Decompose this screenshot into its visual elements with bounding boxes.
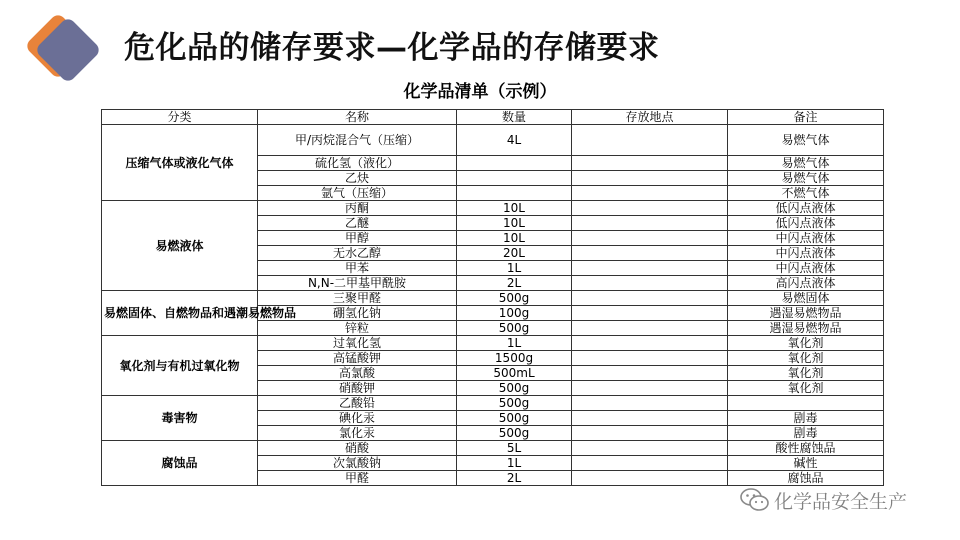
quantity <box>457 171 572 186</box>
table-row <box>102 396 884 411</box>
note: 易燃气体 <box>728 171 884 186</box>
chemical-name: 高锰酸钾 <box>258 351 457 366</box>
quantity: 500g <box>457 411 572 426</box>
location <box>572 441 728 456</box>
chemical-name: 硫化氢（液化） <box>258 156 457 171</box>
chemical-name: 甲苯 <box>258 261 457 276</box>
location <box>572 216 728 231</box>
note: 氧化剂 <box>728 336 884 351</box>
location <box>572 125 728 156</box>
location <box>572 246 728 261</box>
header-quantity: 数量 <box>457 110 572 125</box>
chemical-name: 氩气（压缩） <box>258 186 457 201</box>
note: 中闪点液体 <box>728 261 884 276</box>
note: 低闪点液体 <box>728 216 884 231</box>
category-cell: 易燃固体、自燃物品和遇潮易燃物品 <box>102 291 258 336</box>
table-row <box>102 201 884 216</box>
location <box>572 411 728 426</box>
quantity: 10L <box>457 216 572 231</box>
quantity: 20L <box>457 246 572 261</box>
note: 氧化剂 <box>728 381 884 396</box>
chemical-name: 硝酸钾 <box>258 381 457 396</box>
chemical-name: 高氯酸 <box>258 366 457 381</box>
note: 易燃气体 <box>728 125 884 156</box>
quantity: 10L <box>457 201 572 216</box>
note: 易燃固体 <box>728 291 884 306</box>
header-note: 备注 <box>728 110 884 125</box>
category-cell: 腐蚀品 <box>102 441 258 486</box>
table-row <box>102 336 884 351</box>
note: 高闪点液体 <box>728 276 884 291</box>
location <box>572 156 728 171</box>
category-cell: 氧化剂与有机过氧化物 <box>102 336 258 396</box>
chemical-name: 无水乙醇 <box>258 246 457 261</box>
category-cell: 易燃液体 <box>102 201 258 291</box>
location <box>572 381 728 396</box>
chemical-name: 过氧化氢 <box>258 336 457 351</box>
location <box>572 456 728 471</box>
location <box>572 336 728 351</box>
location <box>572 261 728 276</box>
chemical-name: 氯化汞 <box>258 426 457 441</box>
note: 氧化剂 <box>728 351 884 366</box>
quantity: 500g <box>457 396 572 411</box>
note: 遇湿易燃物品 <box>728 321 884 336</box>
quantity <box>457 156 572 171</box>
chemical-name: 甲/丙烷混合气（压缩） <box>258 125 457 156</box>
location <box>572 471 728 486</box>
chemical-name: 硝酸 <box>258 441 457 456</box>
chemical-name: 次氯酸钠 <box>258 456 457 471</box>
quantity: 2L <box>457 471 572 486</box>
note: 酸性腐蚀品 <box>728 441 884 456</box>
quantity <box>457 186 572 201</box>
chemical-name: 乙炔 <box>258 171 457 186</box>
header-location: 存放地点 <box>572 110 728 125</box>
note <box>728 396 884 411</box>
wechat-icon <box>740 487 770 513</box>
quantity: 500g <box>457 426 572 441</box>
chemical-name: 丙酮 <box>258 201 457 216</box>
location <box>572 366 728 381</box>
chemical-name: 碘化汞 <box>258 411 457 426</box>
quantity: 500g <box>457 381 572 396</box>
quantity: 100g <box>457 306 572 321</box>
note: 氧化剂 <box>728 366 884 381</box>
quantity: 5L <box>457 441 572 456</box>
quantity: 1500g <box>457 351 572 366</box>
note: 低闪点液体 <box>728 201 884 216</box>
note: 易燃气体 <box>728 156 884 171</box>
watermark <box>740 486 940 514</box>
location <box>572 396 728 411</box>
watermark-text: 化学品安全生产 <box>774 490 908 513</box>
quantity: 1L <box>457 336 572 351</box>
location <box>572 306 728 321</box>
table-row <box>102 441 884 456</box>
table-caption: 化学品清单（示例） <box>403 82 557 102</box>
chemical-inventory-table <box>101 109 884 486</box>
location <box>572 231 728 246</box>
category-cell: 毒害物 <box>102 396 258 441</box>
quantity: 500mL <box>457 366 572 381</box>
chemical-name: 乙醚 <box>258 216 457 231</box>
chemical-name: 甲醇 <box>258 231 457 246</box>
location <box>572 351 728 366</box>
quantity: 1L <box>457 456 572 471</box>
table-row <box>102 291 884 306</box>
quantity: 4L <box>457 125 572 156</box>
quantity: 10L <box>457 231 572 246</box>
note: 剧毒 <box>728 411 884 426</box>
location <box>572 276 728 291</box>
quantity: 500g <box>457 321 572 336</box>
note: 不燃气体 <box>728 186 884 201</box>
table-header-row <box>102 110 884 125</box>
note: 剧毒 <box>728 426 884 441</box>
quantity: 2L <box>457 276 572 291</box>
note: 腐蚀品 <box>728 471 884 486</box>
note: 碱性 <box>728 456 884 471</box>
category-cell: 压缩气体或液化气体 <box>102 125 258 201</box>
note: 遇湿易燃物品 <box>728 306 884 321</box>
chemical-name: N,N-二甲基甲酰胺 <box>258 276 457 291</box>
location <box>572 186 728 201</box>
chemical-name: 乙酸铅 <box>258 396 457 411</box>
chemical-name: 三聚甲醛 <box>258 291 457 306</box>
page-title: 危化品的储存要求—化学品的存储要求 <box>124 30 660 66</box>
note: 中闪点液体 <box>728 246 884 261</box>
location <box>572 291 728 306</box>
quantity: 1L <box>457 261 572 276</box>
header-name: 名称 <box>258 110 457 125</box>
chemical-name: 甲醛 <box>258 471 457 486</box>
chemical-name: 硼氢化钠 <box>258 306 457 321</box>
table-row <box>102 125 884 156</box>
header-category: 分类 <box>102 110 258 125</box>
note: 中闪点液体 <box>728 231 884 246</box>
quantity: 500g <box>457 291 572 306</box>
location <box>572 321 728 336</box>
location <box>572 171 728 186</box>
chemical-name: 锌粒 <box>258 321 457 336</box>
location <box>572 201 728 216</box>
location <box>572 426 728 441</box>
